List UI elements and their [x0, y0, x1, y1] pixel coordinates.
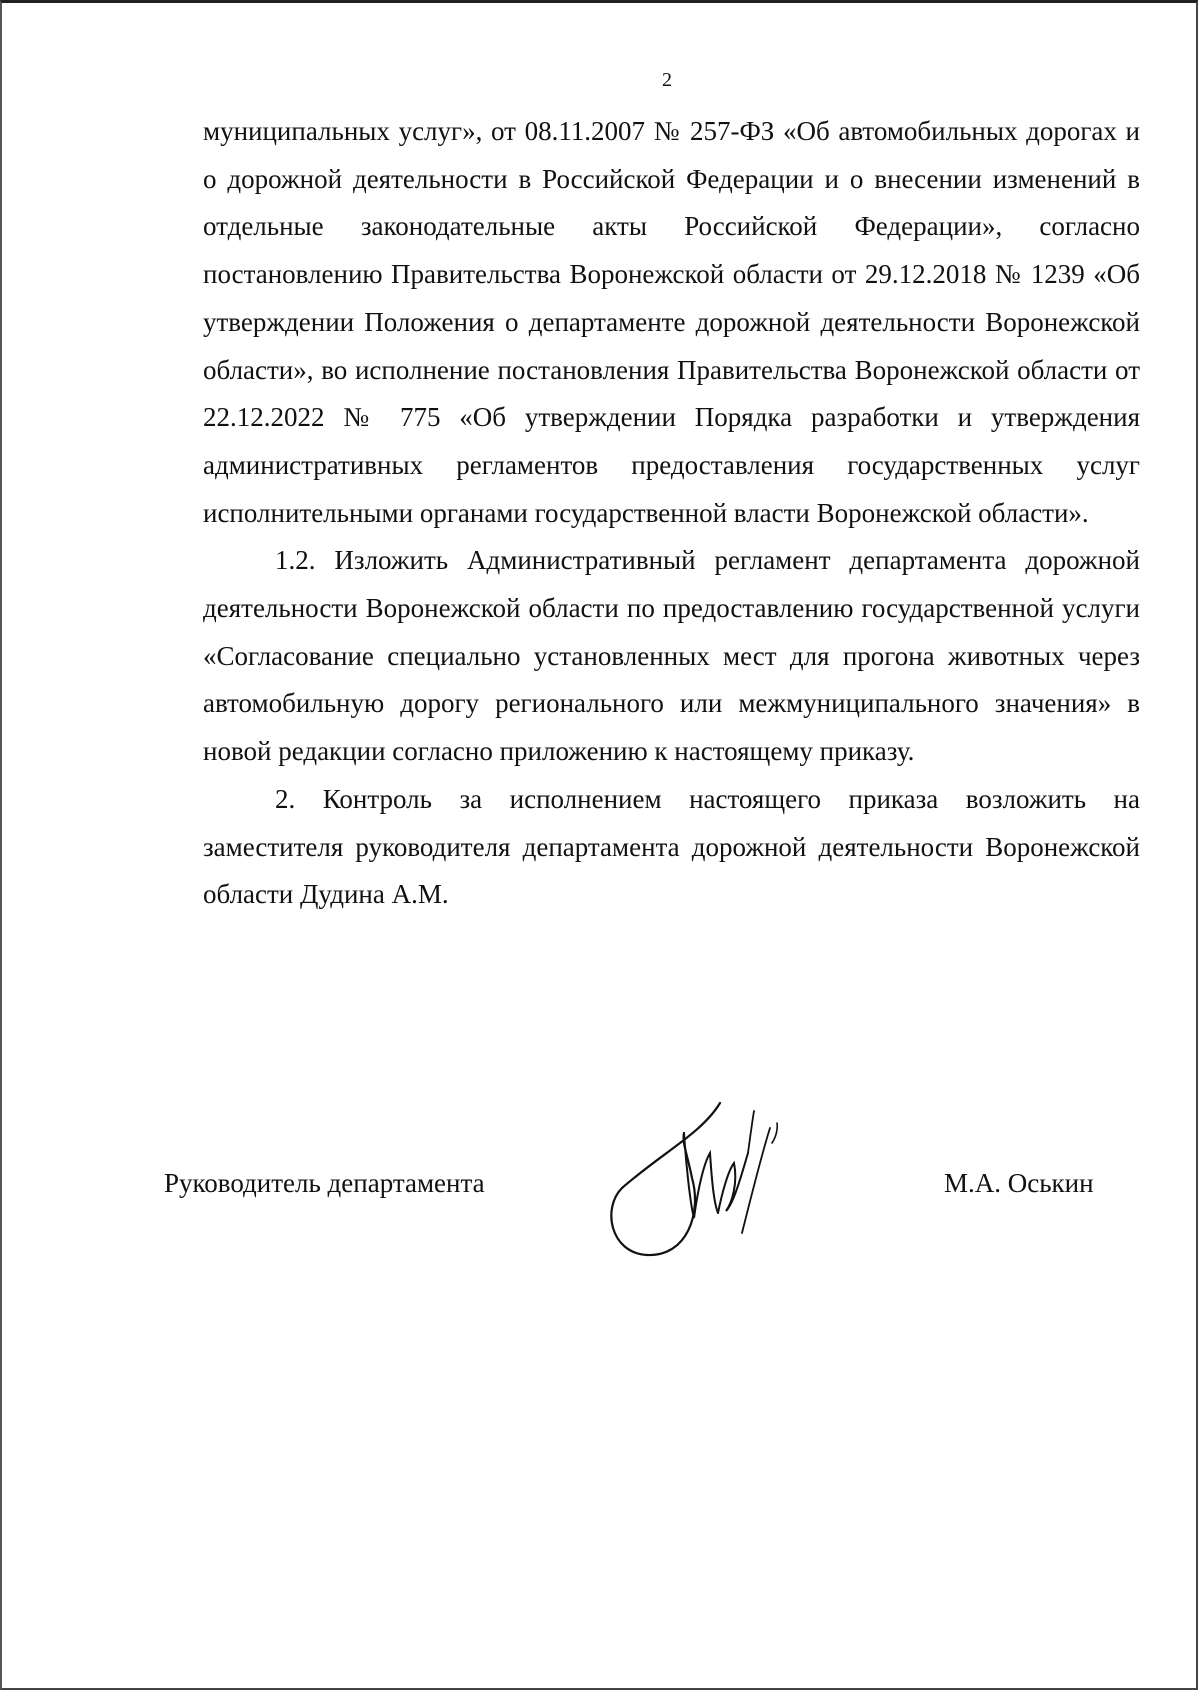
signer-position: Руководитель департамента [164, 1168, 485, 1198]
handwritten-signature [602, 1093, 802, 1263]
document-body [203, 108, 1140, 919]
paragraph-clause-2: 2. Контроль за исполнением настоящего приказа возложить на заместителя руководителя департамента дорожной деятельности Воронежской области Дудина А.М. [203, 783, 1140, 910]
page-number: 2 [662, 69, 672, 91]
signature-block [2, 1163, 1200, 1203]
signer-name: М.А. Оськин [944, 1168, 1094, 1198]
paragraph-legal-basis: муниципальных услуг», от 08.11.2007 № 257-ФЗ «Об автомобильных дорогах и о дорожной деятельности в Российской Федерации и о внесении изменений в отдельные законодательные акты Российской Федерации», согласно постановлению Правительства Воронежской области от 29.12.2018 № 1239 «Об утверждении Положения о департаменте дорожной деятельности Воронежской области», во исполнение постановления Правительства Воронежской области от 22.12.2022 № 775 «Об утверждении Порядка разработки и утверждения административных регламентов предоставления государственных услуг исполнительными органами государственной власти Воронежской области». [203, 116, 1140, 528]
paragraph-clause-1-2: 1.2. Изложить Административный регламент департамента дорожной деятельности Воронежской области по предоставлению государственной услуги «Согласование специально установленных мест для прогона животных через автомобильную дорогу регионального или межмуниципального значения» в новой редакции согласно приложению к настоящему приказу. [203, 545, 1140, 767]
